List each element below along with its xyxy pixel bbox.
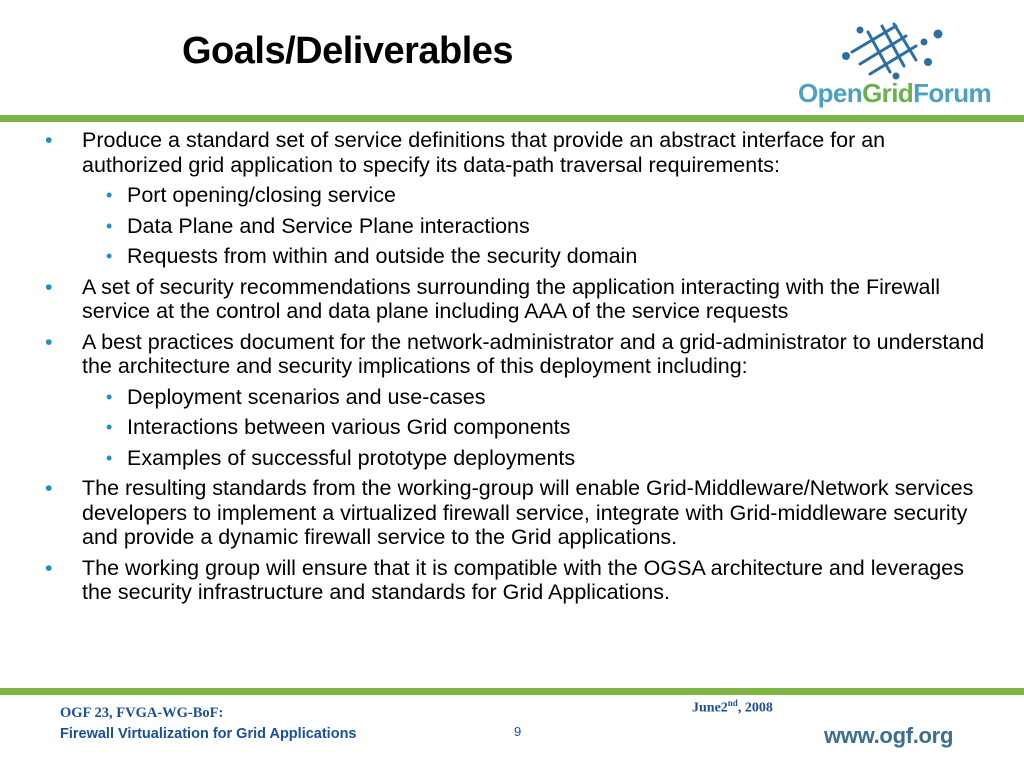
bottom-divider <box>0 688 1024 695</box>
logo-word-forum: Forum <box>913 78 992 108</box>
slide-title: Goals/Deliverables <box>182 30 514 72</box>
bullet-item: • Produce a standard set of service definitions that provide an abstract interface for an authorized grid application to specify its data-path traversal requirements: <box>40 128 990 177</box>
top-divider <box>0 115 1024 122</box>
ogf-logo <box>796 22 996 112</box>
footer-line-1: OGF 23, FVGA-WG-BoF: <box>60 705 224 721</box>
sub-bullet-item: • Requests from within and outside the security domain <box>40 244 990 269</box>
sub-bullet-item: • Examples of successful prototype deployments <box>40 446 990 471</box>
grid-logo-icon <box>838 22 948 80</box>
sub-bullet-item: • Deployment scenarios and use-cases <box>40 385 990 410</box>
bullet-item: • The resulting standards from the working-group will enable Grid-Middleware/Network services developers to implement a virtualized firewall service, integrate with Grid-middleware security and provide a dynamic firewall service to the Grid applications. <box>40 476 990 550</box>
footer-caption <box>60 703 357 745</box>
bullet-item: • A set of security recommendations surrounding the application interacting with the Firewall service at the control and data plane including AAA of the service requests <box>40 275 990 324</box>
sub-bullet-item: • Port opening/closing service <box>40 183 990 208</box>
date-year: , 2008 <box>737 700 773 716</box>
logo-word-open: Open <box>798 78 863 108</box>
bullet-item: • The working group will ensure that it is compatible with the OGSA architecture and leverages the security infrastructure and standards for Grid Applications. <box>40 556 990 605</box>
logo-word-grid: Grid <box>862 78 914 108</box>
page-number: 9 <box>514 724 522 739</box>
logo-wordmark <box>798 78 991 109</box>
footer-line-2: Firewall Virtualization for Grid Applications <box>60 726 357 742</box>
bullet-item: • A best practices document for the network-administrator and a grid-administrator to understand the architecture and security implications of this deployment including: <box>40 330 990 379</box>
sub-bullet-item: • Data Plane and Service Plane interactions <box>40 214 990 239</box>
website-link[interactable]: www.ogf.org <box>824 723 954 748</box>
sub-bullet-item: • Interactions between various Grid components <box>40 415 990 440</box>
date-main: June2 <box>692 700 728 716</box>
bullet-list <box>40 128 990 611</box>
footer-date <box>692 698 773 717</box>
date-suffix: nd <box>727 698 738 708</box>
